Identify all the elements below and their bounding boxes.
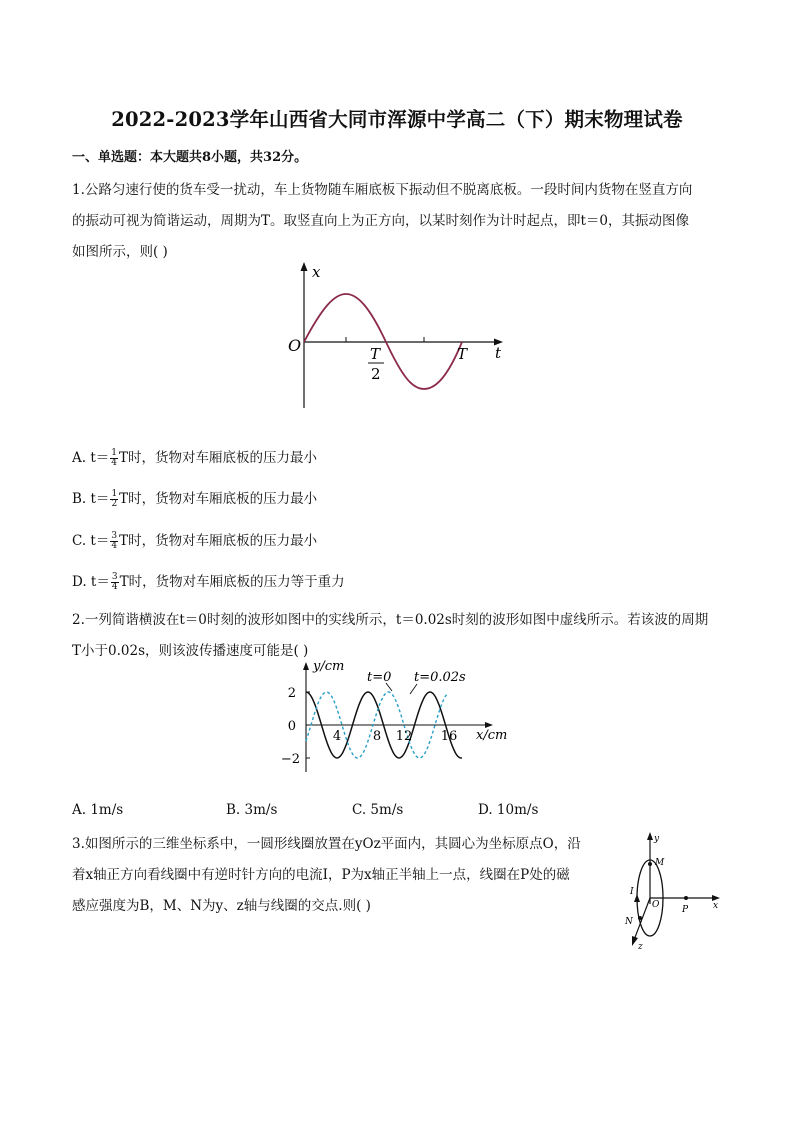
q3-O-label: O: [652, 900, 660, 910]
q2-x-tick-label-16: 16: [440, 729, 458, 744]
q3-point-M: [648, 862, 652, 866]
q2-y-axis-arrow: [303, 662, 309, 670]
q1-text-line3: 如图所示，则( ): [72, 244, 168, 260]
q3-text-line3: 感应强度为B，M、N为y、z轴与线圈的交点.则( ): [72, 898, 371, 914]
q1-vibration-graph: [282, 260, 512, 412]
q3-x-label: x: [713, 901, 719, 911]
q1-x-axis-arrow: [301, 262, 308, 271]
q3-text-line2: 着x轴正方向看线圈中有逆时针方向的电流I，P为x轴正半轴上一点，线圈在P处的磁: [72, 867, 570, 883]
q3-P-label: P: [682, 905, 689, 915]
q2-x-tick-label-12: 12: [395, 729, 413, 744]
q2-y-label: y/cm: [313, 659, 345, 674]
q3-point-N: [638, 916, 642, 920]
q3-y-axis-arrow: [647, 832, 653, 840]
q3-coil-figure: [610, 828, 730, 954]
q3-text-line1: 3.如图所示的三维坐标系中，一圆形线圈放置在yOz平面内，其圆心为坐标原点O，沿: [72, 836, 581, 852]
q3-M-label: M: [655, 858, 665, 868]
section-heading: 一、单选题：本大题共8小题，共32分。: [72, 150, 308, 165]
q1-option-d[interactable]: D. t＝ $\frac{3}{4}$ T时，货物对车厢底板的压力等于重力: [72, 572, 345, 592]
q3-point-P: [684, 896, 688, 900]
q2-x-tick-label-8: 8: [372, 729, 382, 744]
q2-option-a[interactable]: A. 1m/s: [72, 802, 124, 818]
q2-x-tick-label-4: 4: [332, 729, 342, 744]
q1-half-T-num: T: [370, 345, 381, 363]
q2-y-tick-label-0: 0: [287, 719, 296, 734]
q1-option-b[interactable]: B. t＝ $\frac{1}{2}$ T时，货物对车厢底板的压力最小: [72, 489, 318, 509]
q2-option-c[interactable]: C. 5m/s: [352, 802, 404, 818]
q2-text-line1: 2.一列简谐横波在t＝0时刻的波形如图中的实线所示，t＝0.02s时刻的波形如图中虚线所示。若该波的周期: [72, 612, 709, 628]
q1-origin-label: O: [288, 336, 302, 355]
q3-y-label: y: [654, 834, 660, 844]
q3-z-axis: [634, 898, 650, 940]
q2-option-d[interactable]: D. 10m/s: [478, 802, 539, 818]
q2-wave-graph: [280, 658, 512, 776]
q1-text-line1: 1.公路匀速行使的货车受一扰动，车上货物随车厢底板下振动但不脱离底板。一段时间内货物在竖直方向: [72, 182, 693, 198]
q2-y-tick-label-neg2: −2: [280, 752, 300, 767]
q1-option-c[interactable]: C. t＝ $\frac{3}{4}$ T时，货物对车厢底板的压力最小: [72, 531, 318, 551]
page-title: 2022-2023学年山西省大同市浑源中学高二（下）期末物理试卷: [111, 108, 683, 131]
q2-x-label: x/cm: [476, 728, 508, 743]
q3-N-label: N: [625, 917, 633, 927]
q2-dashed-label-pointer: [410, 684, 417, 694]
q1-t-label: t: [495, 344, 502, 362]
q2-dashed-label: t=0.02s: [414, 670, 466, 685]
q2-text-line2: T小于0.02s，则该波传播速度可能是( ): [72, 643, 309, 659]
q2-option-b[interactable]: B. 3m/s: [226, 802, 278, 818]
q1-half-T-den: 2: [371, 365, 381, 383]
q3-I-label: I: [630, 887, 634, 897]
q3-current-arrow-icon: [634, 894, 640, 902]
q3-z-label: z: [638, 942, 643, 952]
q1-x-label: x: [312, 263, 321, 281]
q2-solid-label: t=0: [367, 670, 392, 685]
q1-text-line2: 的振动可视为简谐运动，周期为T。取竖直向上为正方向，以某时刻作为计时起点，即t＝0，其振动图像: [72, 213, 690, 229]
q2-y-tick-label-2: 2: [287, 686, 296, 701]
q1-option-a[interactable]: A. t＝ $\frac{1}{4}$ T时，货物对车厢底板的压力最小: [72, 448, 318, 468]
q1-T-label: T: [457, 345, 468, 363]
